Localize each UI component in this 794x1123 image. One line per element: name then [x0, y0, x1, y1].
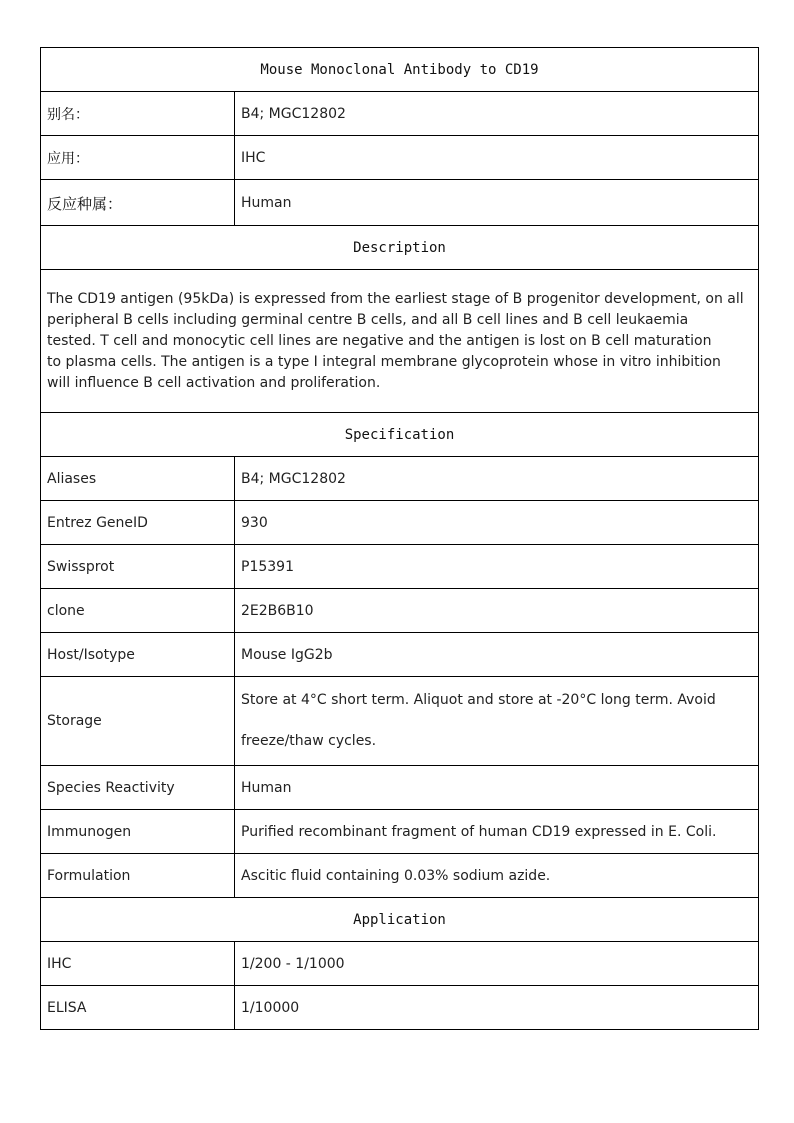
- header-row-reactivity: [41, 180, 759, 226]
- description-line: The CD19 antigen (95kDa) is expressed from the earliest stage of B progenitor development, on all: [47, 290, 744, 307]
- header-row-application: [41, 136, 759, 180]
- spec-label: Immunogen: [41, 810, 235, 854]
- spec-label: Swissprot: [41, 545, 235, 589]
- spec-row: [41, 501, 759, 545]
- application-dilution: 1/200 - 1/1000: [235, 942, 759, 986]
- spec-row: [41, 810, 759, 854]
- spec-label: Aliases: [41, 457, 235, 501]
- spec-value: 2E2B6B10: [235, 589, 759, 633]
- spec-row: [41, 854, 759, 898]
- spec-row: [41, 633, 759, 677]
- alias-value: B4; MGC12802: [235, 92, 759, 136]
- spec-label: Formulation: [41, 854, 235, 898]
- reactivity-value: Human: [235, 180, 759, 226]
- application-row: [41, 942, 759, 986]
- description-text: [41, 270, 759, 413]
- spec-value: 930: [235, 501, 759, 545]
- application-row: [41, 986, 759, 1030]
- application-label: 应用：: [41, 136, 235, 180]
- description-line: to plasma cells. The antigen is a type I integral membrane glycoprotein whose in vitro inhibition: [47, 353, 721, 370]
- spec-label: clone: [41, 589, 235, 633]
- reactivity-label: 反应种属：: [41, 180, 235, 226]
- description-heading: Description: [41, 226, 759, 270]
- description-line: peripheral B cells including germinal centre B cells, and all B cell lines and B cell leukaemia: [47, 311, 689, 328]
- header-row-alias: [41, 92, 759, 136]
- application-heading: Application: [41, 898, 759, 942]
- specification-heading: Specification: [41, 413, 759, 457]
- spec-row: [41, 589, 759, 633]
- spec-label: Host/Isotype: [41, 633, 235, 677]
- application-method: IHC: [41, 942, 235, 986]
- spec-label: Storage: [41, 677, 235, 766]
- spec-value: B4; MGC12802: [235, 457, 759, 501]
- spec-value: Store at 4°C short term. Aliquot and store at -20°C long term. Avoid freeze/thaw cycles.: [235, 677, 759, 766]
- spec-row: [41, 766, 759, 810]
- spec-label: Species Reactivity: [41, 766, 235, 810]
- alias-label: 别名：: [41, 92, 235, 136]
- description-line: tested. T cell and monocytic cell lines are negative and the antigen is lost on B cell maturation: [47, 332, 712, 349]
- product-title: Mouse Monoclonal Antibody to CD19: [41, 48, 759, 92]
- datasheet-table: [40, 47, 759, 1030]
- spec-value: P15391: [235, 545, 759, 589]
- description-line: will influence B cell activation and proliferation.: [47, 374, 381, 391]
- application-dilution: 1/10000: [235, 986, 759, 1030]
- spec-value: Purified recombinant fragment of human CD19 expressed in E. Coli.: [235, 810, 759, 854]
- application-value: IHC: [235, 136, 759, 180]
- spec-value: Ascitic fluid containing 0.03% sodium azide.: [235, 854, 759, 898]
- spec-value: Human: [235, 766, 759, 810]
- spec-value: Mouse IgG2b: [235, 633, 759, 677]
- spec-row: [41, 545, 759, 589]
- spec-row: [41, 457, 759, 501]
- spec-row: [41, 677, 759, 766]
- application-method: ELISA: [41, 986, 235, 1030]
- spec-label: Entrez GeneID: [41, 501, 235, 545]
